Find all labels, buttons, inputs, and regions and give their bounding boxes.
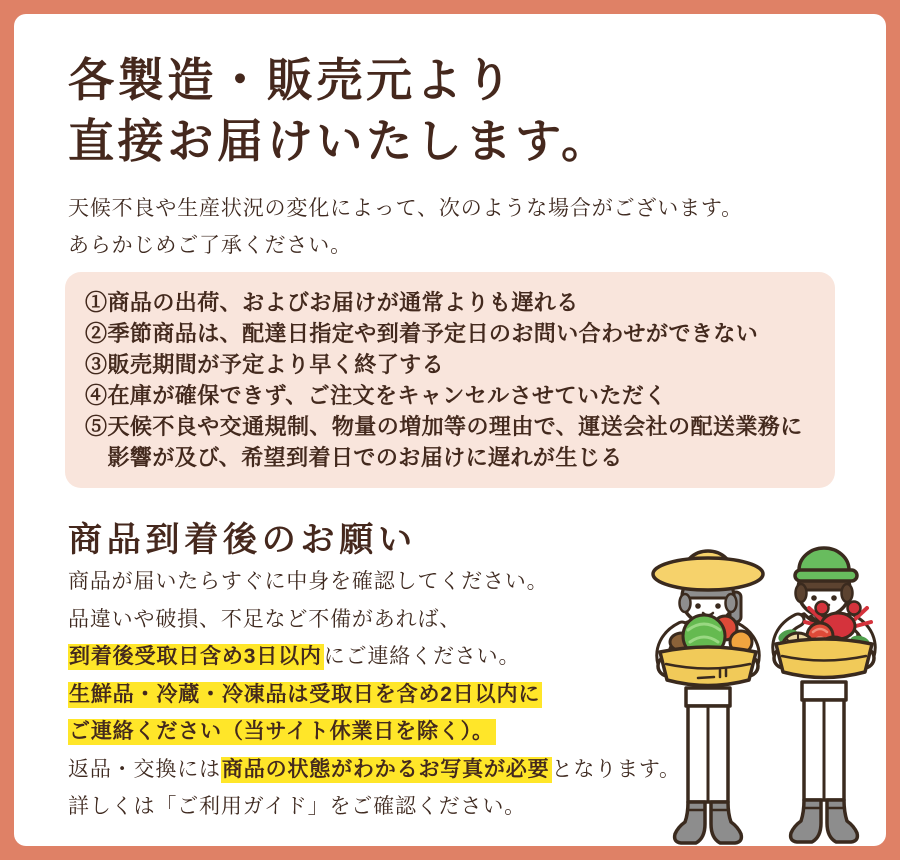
after-line6 <box>68 751 681 789</box>
deadline-3days-highlight: 到着後受取日含め3日以内 <box>69 645 322 668</box>
after-line6-pre: 返品・交換には <box>68 757 221 781</box>
after-line7: 詳しくは「ご利用ガイド」をご確認ください。 <box>68 795 527 818</box>
after-line2: 品違いや破損、不足など不備があれば、 <box>68 607 462 631</box>
after-line5 <box>68 713 681 751</box>
after-arrival-heading: 商品到着後のお願い <box>68 521 417 559</box>
content-panel <box>14 14 886 846</box>
after-line3 <box>68 638 681 676</box>
photo-required-highlight: 商品の状態がわかるお写真が必要 <box>221 757 550 781</box>
notice-box <box>65 272 835 488</box>
intro-line2: あらかじめご了承ください。 <box>68 234 352 257</box>
after-arrival-body <box>68 563 681 826</box>
notice-item-5: ⑤天候不良や交通規制、物量の増加等の理由で、運送会社の配送業務に <box>85 414 803 439</box>
notice-item-3: ③販売期間が予定より早く終了する <box>85 352 445 377</box>
notice-item-2: ②季節商品は、配達日指定や到着予定日のお問い合わせができない <box>85 321 759 346</box>
after-line1: 商品が届いたらすぐに中身を確認してください。 <box>68 570 549 593</box>
page-title <box>68 50 611 172</box>
after-line3-rest: にご連絡ください。 <box>323 645 521 668</box>
intro-text <box>68 190 743 264</box>
farmers-illustration <box>636 546 886 846</box>
page-title-line1: 各製造・販売元より <box>68 54 516 106</box>
after-line4 <box>68 676 681 714</box>
intro-line1: 天候不良や生産状況の変化によって、次のような場合がございます。 <box>68 197 743 220</box>
notice-item-5-wrap: 影響が及び、希望到着日でのお届けに遅れが生じる <box>85 445 623 470</box>
after-line6-post: となります。 <box>551 757 681 781</box>
farmer-man-with-seafood-basket-icon <box>774 548 874 842</box>
farmer-woman-with-vegetable-basket-icon <box>653 551 763 843</box>
fresh-2days-highlight: 生鮮品・冷蔵・冷凍品は受取日を含め2日以内に <box>69 682 541 706</box>
contact-note-highlight: ご連絡ください（当サイト休業日を除く）。 <box>69 720 494 743</box>
notice-item-4: ④在庫が確保できず、ご注文をキャンセルさせていただく <box>85 383 667 408</box>
page-title-line2: 直接お届けいたします。 <box>68 115 611 167</box>
notice-item-1: ①商品の出荷、およびお届けが通常よりも遅れる <box>85 290 579 315</box>
